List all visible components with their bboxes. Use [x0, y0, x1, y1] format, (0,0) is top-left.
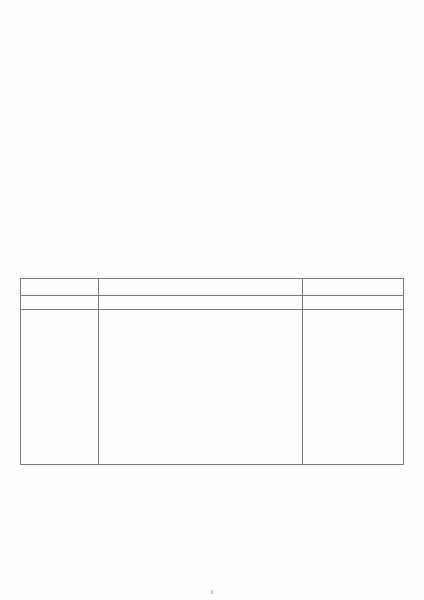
list-item — [20, 166, 404, 174]
equipment-line — [52, 244, 404, 252]
document-grade — [20, 46, 404, 54]
goal-paragraph — [20, 64, 404, 82]
upbringing-list — [20, 212, 404, 236]
upbringing-heading — [28, 198, 404, 206]
cell-stage — [21, 296, 99, 310]
cell-teacher — [99, 296, 303, 310]
header-teacher — [99, 279, 303, 296]
list-item — [20, 158, 404, 166]
table-row — [21, 310, 404, 465]
page-number: 1 — [210, 590, 214, 596]
list-item — [20, 212, 404, 220]
educational-heading — [28, 106, 404, 114]
developmental-heading — [28, 144, 404, 152]
document-subtitle — [20, 30, 404, 38]
cell-students — [302, 296, 403, 310]
lesson-table — [20, 278, 404, 465]
educational-list — [20, 120, 404, 136]
cell-stage — [21, 310, 99, 465]
list-item — [20, 174, 404, 182]
intro-line — [52, 262, 404, 270]
cell-students — [302, 310, 403, 465]
header-stage — [21, 279, 99, 296]
list-item — [20, 220, 404, 228]
document-title — [20, 16, 404, 24]
list-item — [20, 228, 404, 236]
cell-teacher — [99, 310, 303, 465]
developmental-list — [20, 158, 404, 190]
header-students — [302, 279, 403, 296]
list-item — [20, 120, 404, 128]
list-item — [20, 128, 404, 136]
tasks-heading — [28, 90, 404, 98]
list-item — [20, 182, 404, 190]
table-row — [21, 296, 404, 310]
table-header-row — [21, 279, 404, 296]
